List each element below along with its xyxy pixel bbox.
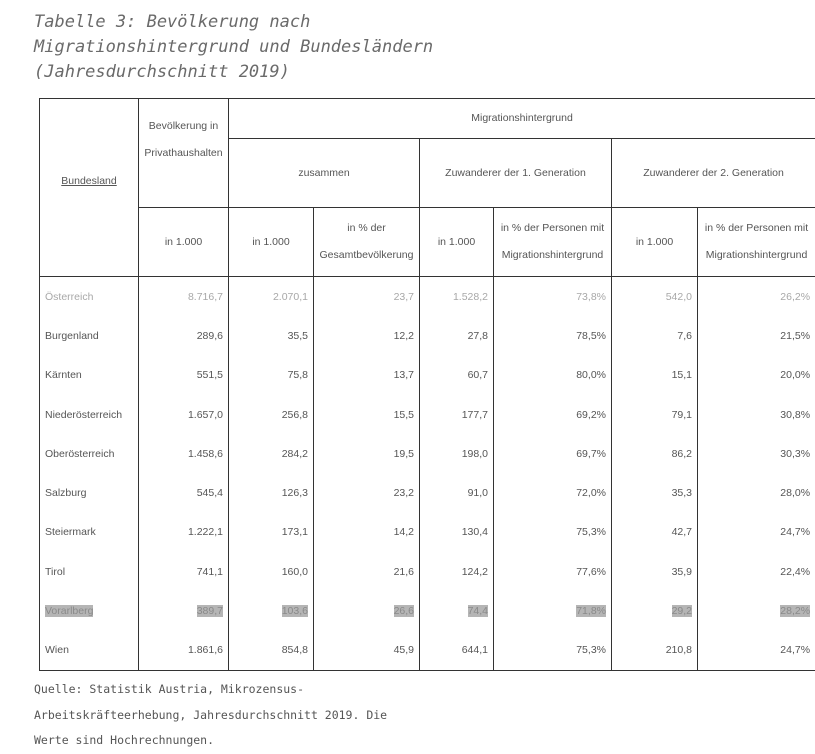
cell-zus: 256,8 [229, 395, 314, 434]
cell-zus: 103,6 [229, 591, 314, 630]
cell-z1: 198,0 [420, 434, 494, 473]
cell-z2: 86,2 [612, 434, 698, 473]
cell-z1: 130,4 [420, 513, 494, 552]
cell-z2-pct: 30,3% [698, 434, 815, 473]
header-z1-in-1000: in 1.000 [420, 208, 494, 277]
header-zusammen: zusammen [229, 139, 420, 208]
cell-bev: 1.657,0 [139, 395, 229, 434]
table-body [40, 277, 815, 671]
cell-z2-pct: 24,7% [698, 631, 815, 671]
cell-z2-pct: 30,8% [698, 395, 815, 434]
cell-bundesland: Niederösterreich [40, 395, 139, 434]
cell-z1: 27,8 [420, 316, 494, 355]
cell-z2: 7,6 [612, 316, 698, 355]
header-zus-pct: in % der Gesamtbevölkerung [314, 208, 420, 277]
table-row [40, 631, 815, 671]
header-migrationshintergrund: Migrationshintergrund [229, 99, 815, 139]
cell-z2: 79,1 [612, 395, 698, 434]
cell-z1-pct: 77,6% [494, 552, 612, 591]
cell-z1-pct: 69,7% [494, 434, 612, 473]
cell-bev: 289,6 [139, 316, 229, 355]
cell-zus: 854,8 [229, 631, 314, 671]
cell-bundesland: Oberösterreich [40, 434, 139, 473]
table-row [40, 473, 815, 512]
header-z2-in-1000: in 1.000 [612, 208, 698, 277]
cell-z1: 60,7 [420, 356, 494, 395]
cell-z1: 644,1 [420, 631, 494, 671]
header-z1-pct: in % der Personen mit Migrationshintergrund [494, 208, 612, 277]
cell-zus: 75,8 [229, 356, 314, 395]
cell-z2: 42,7 [612, 513, 698, 552]
cell-bev: 8.716,7 [139, 277, 229, 317]
cell-z2: 29,2 [612, 591, 698, 630]
table-row [40, 552, 815, 591]
cell-bundesland: Tirol [40, 552, 139, 591]
cell-zus-pct: 15,5 [314, 395, 420, 434]
cell-z2-pct: 20,0% [698, 356, 815, 395]
cell-z1: 124,2 [420, 552, 494, 591]
header-zus-in-1000: in 1.000 [229, 208, 314, 277]
cell-bev: 389,7 [139, 591, 229, 630]
header-bevoelkerung: Bevölkerung in Privathaushalten [139, 99, 229, 208]
cell-bundesland: Salzburg [40, 473, 139, 512]
cell-zus: 160,0 [229, 552, 314, 591]
header-z2-pct: in % der Personen mit Migrationshintergrund [698, 208, 815, 277]
cell-z2: 15,1 [612, 356, 698, 395]
footnote: Quelle: Statistik Austria, Mikrozensus-Arbeitskräfteerhebung, Jahresdurchschnitt 2019. Die Werte sind Hochrechnungen. [34, 677, 404, 754]
cell-zus-pct: 12,2 [314, 316, 420, 355]
header-bev-in-1000: in 1.000 [139, 208, 229, 277]
cell-z1-pct: 75,3% [494, 631, 612, 671]
cell-zus-pct: 23,7 [314, 277, 420, 317]
cell-zus: 173,1 [229, 513, 314, 552]
table-header [40, 99, 815, 277]
cell-z2-pct: 24,7% [698, 513, 815, 552]
cell-bundesland: Österreich [40, 277, 139, 317]
cell-z2: 35,3 [612, 473, 698, 512]
header-zuwanderer-2: Zuwanderer der 2. Generation [612, 139, 815, 208]
cell-zus: 126,3 [229, 473, 314, 512]
cell-z2: 210,8 [612, 631, 698, 671]
cell-z1: 177,7 [420, 395, 494, 434]
table-row [40, 434, 815, 473]
cell-bev: 551,5 [139, 356, 229, 395]
cell-z2-pct: 21,5% [698, 316, 815, 355]
cell-zus-pct: 13,7 [314, 356, 420, 395]
cell-bev: 1.861,6 [139, 631, 229, 671]
cell-zus-pct: 21,6 [314, 552, 420, 591]
cell-z2-pct: 28,2% [698, 591, 815, 630]
cell-z1-pct: 75,3% [494, 513, 612, 552]
header-bundesland: Bundesland [40, 99, 139, 277]
cell-bev: 545,4 [139, 473, 229, 512]
table-row [40, 316, 815, 355]
cell-bundesland: Kärnten [40, 356, 139, 395]
table-row [40, 356, 815, 395]
cell-zus: 2.070,1 [229, 277, 314, 317]
table-title: Tabelle 3: Bevölkerung nach Migrationshintergrund und Bundesländern (Jahresdurchschnitt 2019) [34, 10, 433, 85]
cell-z2-pct: 26,2% [698, 277, 815, 317]
cell-z1: 1.528,2 [420, 277, 494, 317]
cell-bev: 741,1 [139, 552, 229, 591]
header-zuwanderer-1: Zuwanderer der 1. Generation [420, 139, 612, 208]
table-row [40, 591, 815, 630]
cell-bev: 1.222,1 [139, 513, 229, 552]
cell-z1-pct: 72,0% [494, 473, 612, 512]
cell-z1-pct: 78,5% [494, 316, 612, 355]
cell-z1-pct: 80,0% [494, 356, 612, 395]
cell-z2: 35,9 [612, 552, 698, 591]
population-table [39, 98, 815, 671]
cell-z1-pct: 71,8% [494, 591, 612, 630]
cell-zus-pct: 19,5 [314, 434, 420, 473]
cell-z2: 542,0 [612, 277, 698, 317]
cell-bundesland: Burgenland [40, 316, 139, 355]
table-row [40, 277, 815, 317]
cell-bundesland: Steiermark [40, 513, 139, 552]
cell-z1: 91,0 [420, 473, 494, 512]
table-row [40, 395, 815, 434]
table-row [40, 513, 815, 552]
cell-bundesland: Vorarlberg [40, 591, 139, 630]
cell-zus: 284,2 [229, 434, 314, 473]
cell-zus-pct: 45,9 [314, 631, 420, 671]
cell-z1-pct: 69,2% [494, 395, 612, 434]
cell-zus-pct: 14,2 [314, 513, 420, 552]
cell-z1: 74,4 [420, 591, 494, 630]
cell-zus-pct: 26,6 [314, 591, 420, 630]
cell-zus-pct: 23,2 [314, 473, 420, 512]
cell-z2-pct: 22,4% [698, 552, 815, 591]
cell-bev: 1.458,6 [139, 434, 229, 473]
cell-bundesland: Wien [40, 631, 139, 671]
cell-zus: 35,5 [229, 316, 314, 355]
cell-z2-pct: 28,0% [698, 473, 815, 512]
cell-z1-pct: 73,8% [494, 277, 612, 317]
